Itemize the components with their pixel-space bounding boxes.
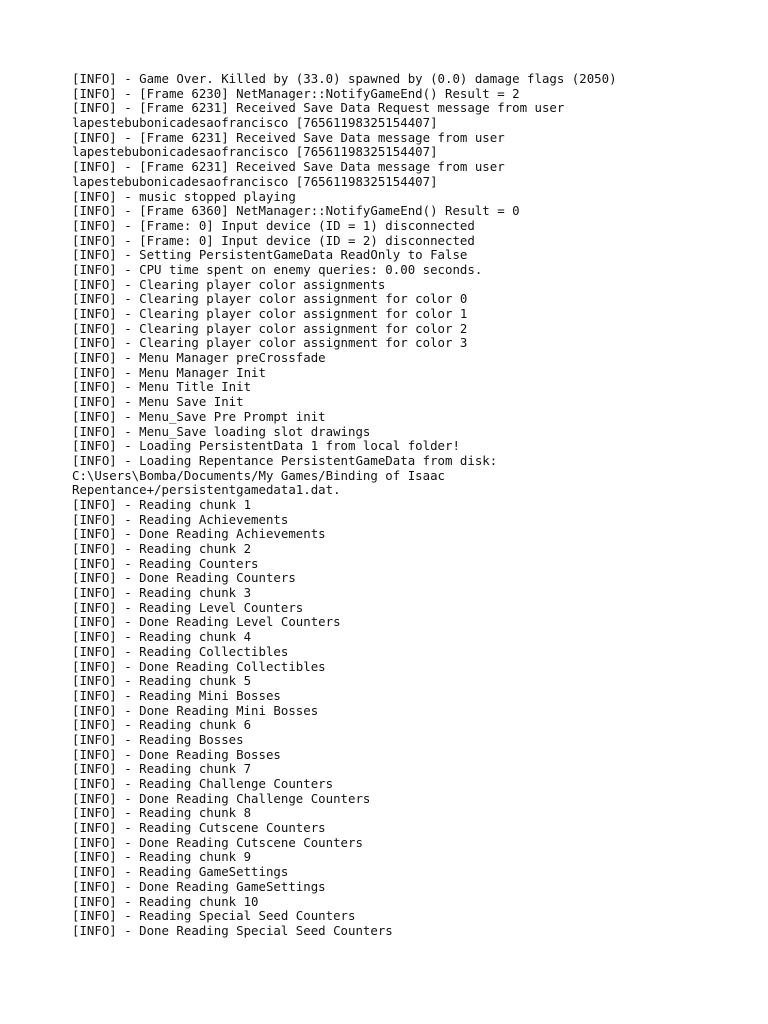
log-line: [INFO] - Clearing player color assignment for color 0	[72, 291, 468, 307]
log-line: [INFO] - Reading chunk 3	[72, 585, 252, 601]
log-line: Repentance+/persistentgamedata1.dat.	[72, 482, 341, 498]
log-line: [INFO] - Loading PersistentData 1 from local folder!	[72, 438, 460, 454]
log-line: [INFO] - Menu Manager Init	[72, 364, 266, 380]
log-line: [INFO] - Done Reading Special Seed Counters	[72, 922, 393, 938]
log-line: [INFO] - Menu_Save Pre Prompt init	[72, 408, 326, 424]
log-line: [INFO] - [Frame 6360] NetManager::NotifyGameEnd() Result = 0	[72, 203, 520, 219]
log-line: [INFO] - Menu Title Init	[72, 379, 252, 395]
log-line: lapestebubonicadesaofrancisco [76561198325154407]	[72, 173, 438, 189]
log-line: [INFO] - Reading chunk 5	[72, 673, 252, 689]
log-line: [INFO] - Setting PersistentGameData ReadOnly to False	[72, 247, 468, 263]
log-line: [INFO] - Reading Achievements	[72, 511, 289, 527]
log-text-block	[72, 72, 712, 939]
log-line: [INFO] - Game Over. Killed by (33.0) spawned by (0.0) damage flags (2050)	[72, 71, 617, 86]
log-line: [INFO] - Reading chunk 6	[72, 717, 252, 733]
log-line: [INFO] - Reading Challenge Counters	[72, 776, 334, 791]
log-line: [INFO] - Reading Counters	[72, 555, 259, 571]
log-line: [INFO] - Reading chunk 4	[72, 629, 252, 645]
log-line: [INFO] - Done Reading Challenge Counters	[72, 790, 371, 806]
log-line: [INFO] - [Frame 6230] NetManager::NotifyGameEnd() Result = 2	[72, 85, 520, 101]
log-line: [INFO] - Reading Level Counters	[72, 599, 304, 615]
log-line: [INFO] - Menu Save Init	[72, 394, 244, 410]
log-line: [INFO] - Clearing player color assignment for color 1	[72, 306, 468, 321]
log-line: [INFO] - [Frame: 0] Input device (ID = 1) disconnected	[72, 217, 475, 233]
log-line: [INFO] - Reading chunk 7	[72, 761, 252, 777]
log-line: [INFO] - [Frame: 0] Input device (ID = 2) disconnected	[72, 232, 475, 248]
log-line: [INFO] - [Frame 6231] Received Save Data message from user	[72, 129, 505, 145]
log-line: [INFO] - Menu Manager preCrossfade	[72, 350, 326, 366]
log-line: [INFO] - Reading Collectibles	[72, 643, 289, 659]
log-line: lapestebubonicadesaofrancisco [76561198325154407]	[72, 115, 438, 131]
log-line: [INFO] - Done Reading Cutscene Counters	[72, 834, 363, 850]
log-line: [INFO] - Done Reading GameSettings	[72, 878, 326, 894]
log-line: C:\Users\Bomba/Documents/My Games/Binding of Isaac	[72, 467, 445, 483]
log-line: [INFO] - Done Reading Bosses	[72, 746, 281, 762]
log-line: [INFO] - [Frame 6231] Received Save Data Request message from user	[72, 100, 565, 116]
log-line: [INFO] - Clearing player color assignment for color 3	[72, 335, 468, 351]
log-line: [INFO] - Reading Special Seed Counters	[72, 908, 356, 924]
log-line: [INFO] - CPU time spent on enemy queries: 0.00 seconds.	[72, 261, 483, 277]
log-line: [INFO] - Done Reading Counters	[72, 570, 296, 586]
log-line: [INFO] - Clearing player color assignment for color 2	[72, 320, 468, 336]
log-line: [INFO] - Done Reading Collectibles	[72, 658, 326, 674]
log-line: [INFO] - Loading Repentance PersistentGameData from disk:	[72, 452, 498, 468]
log-line: [INFO] - Reading GameSettings	[72, 864, 289, 880]
log-line: [INFO] - [Frame 6231] Received Save Data message from user	[72, 159, 505, 175]
log-line: [INFO] - Reading Bosses	[72, 731, 244, 747]
log-line: [INFO] - Reading chunk 1	[72, 496, 252, 512]
log-line: [INFO] - Reading chunk 9	[72, 849, 252, 865]
log-line: [INFO] - Reading chunk 10	[72, 893, 259, 909]
log-line: lapestebubonicadesaofrancisco [76561198325154407]	[72, 144, 438, 160]
log-line: [INFO] - Reading chunk 8	[72, 805, 252, 821]
log-line: [INFO] - Reading Mini Bosses	[72, 687, 281, 703]
log-line: [INFO] - Clearing player color assignments	[72, 276, 386, 292]
log-line: [INFO] - Reading chunk 2	[72, 541, 252, 556]
log-line: [INFO] - Done Reading Mini Bosses	[72, 702, 319, 718]
log-line: [INFO] - music stopped playing	[72, 188, 296, 204]
log-line: [INFO] - Reading Cutscene Counters	[72, 820, 326, 836]
log-line: [INFO] - Done Reading Level Counters	[72, 614, 341, 630]
log-line: [INFO] - Menu_Save loading slot drawings	[72, 423, 371, 439]
log-line: [INFO] - Done Reading Achievements	[72, 526, 326, 542]
